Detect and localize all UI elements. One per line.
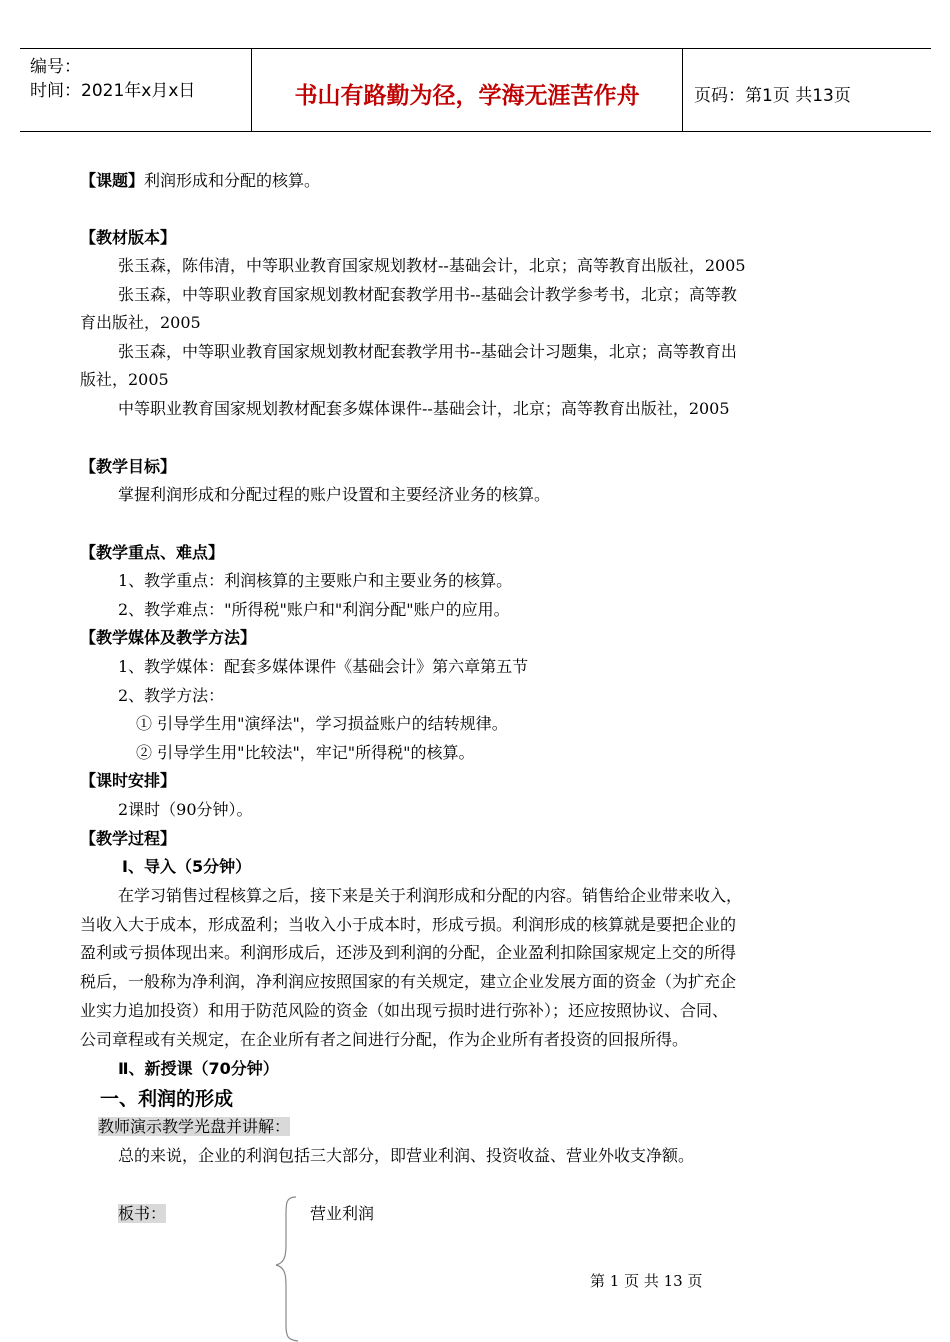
method-line-1: ① 引导学生用"演绎法"，学习损益账户的结转规律。 xyxy=(136,714,508,733)
media-line-1: 1、教学媒体：配套多媒体课件《基础会计》第六章第五节 xyxy=(118,657,529,676)
goal-heading: 【教学目标】 xyxy=(80,457,177,476)
textbook-heading: 【教材版本】 xyxy=(80,228,177,247)
textbook-line-4: 中等职业教育国家规划教材配套多媒体课件--基础会计，北京；高等教育出版社，2005 xyxy=(118,399,730,418)
media-line-2: 2、教学方法： xyxy=(118,686,225,705)
intro-paragraph-line-4: 税后，一般称为净利润，净利润应按照国家的有关规定，建立企业发展方面的资金（为扩充企 xyxy=(80,972,737,991)
textbook-line-2: 张玉森，中等职业教育国家规划教材配套教学用书--基础会计教学参考书，北京；高等教 xyxy=(118,285,737,304)
board-label: 板书： xyxy=(118,1204,167,1223)
page-footer: 第 1 页 共 13 页 xyxy=(590,1272,703,1290)
hours-text: 2课时（90分钟）。 xyxy=(118,800,253,819)
intro-paragraph-line-5: 业实力追加投资）和用于防范风险的资金（如出现亏损时进行弥补）；还应按照协议、合同、 xyxy=(80,1001,729,1020)
key-point-1: 1、教学重点：利润核算的主要账户和主要业务的核算。 xyxy=(118,571,513,590)
key-points-heading: 【教学重点、难点】 xyxy=(80,543,225,562)
board-item-operating-profit: 营业利润 xyxy=(310,1204,375,1223)
teacher-demo-text: 教师演示教学光盘并讲解： xyxy=(98,1117,291,1136)
curly-brace xyxy=(270,1195,310,1342)
topic-label: 【课题】 xyxy=(80,171,145,190)
textbook-line-2-cont: 育出版社，2005 xyxy=(80,313,201,332)
date-label: 时间：2021年x月x日 xyxy=(30,81,196,101)
goal-text: 掌握利润形成和分配过程的账户设置和主要经济业务的核算。 xyxy=(118,485,551,504)
header-motto: 书山有路勤为径，学海无涯苦作舟 xyxy=(294,83,640,109)
header-page-label: 页码：第1页 共13页 xyxy=(694,86,851,106)
intro-paragraph-line-3: 盈利或亏损体现出来。利润形成后，还涉及到利润的分配，企业盈利扣除国家规定上交的所得 xyxy=(80,943,737,962)
intro-paragraph-line-6: 公司章程或有关规定，在企业所有者之间进行分配，作为企业所有者投资的回报所得。 xyxy=(80,1030,689,1049)
document-header xyxy=(20,48,931,132)
section-profit-formation: 一、利润的形成 xyxy=(100,1088,234,1110)
profit-summary: 总的来说，企业的利润包括三大部分，即营业利润、投资收益、营业外收支净额。 xyxy=(118,1146,695,1165)
board-line xyxy=(118,1204,166,1224)
textbook-line-3-cont: 版社，2005 xyxy=(80,370,169,389)
header-divider-right xyxy=(682,49,683,131)
teacher-demo-line xyxy=(98,1117,290,1137)
intro-paragraph-line-1: 在学习销售过程核算之后，接下来是关于利润形成和分配的内容。销售给企业带来收入， xyxy=(118,886,743,905)
key-point-2: 2、教学难点："所得税"账户和"利润分配"账户的应用。 xyxy=(118,600,510,619)
process-heading: 【教学过程】 xyxy=(80,829,177,848)
topic-line xyxy=(80,171,320,191)
hours-heading: 【课时安排】 xyxy=(80,771,177,790)
textbook-line-3: 张玉森，中等职业教育国家规划教材配套教学用书--基础会计习题集，北京；高等教育出 xyxy=(118,342,737,361)
header-left-cell xyxy=(30,55,195,103)
new-lesson-title: Ⅱ、新授课（70分钟） xyxy=(118,1059,279,1078)
method-line-2: ② 引导学生用"比较法"，牢记"所得税"的核算。 xyxy=(136,743,475,762)
intro-title: Ⅰ、导入（5分钟） xyxy=(122,857,252,876)
topic-text: 利润形成和分配的核算。 xyxy=(144,171,321,190)
intro-paragraph-line-2: 当收入大于成本，形成盈利；当收入小于成本时，形成亏损。利润形成的核算就是要把企业的 xyxy=(80,915,737,934)
media-heading: 【教学媒体及教学方法】 xyxy=(80,628,257,647)
textbook-line-1: 张玉森，陈伟清，中等职业教育国家规划教材--基础会计，北京；高等教育出版社，2005 xyxy=(118,256,746,275)
number-label: 编号： xyxy=(30,57,81,77)
